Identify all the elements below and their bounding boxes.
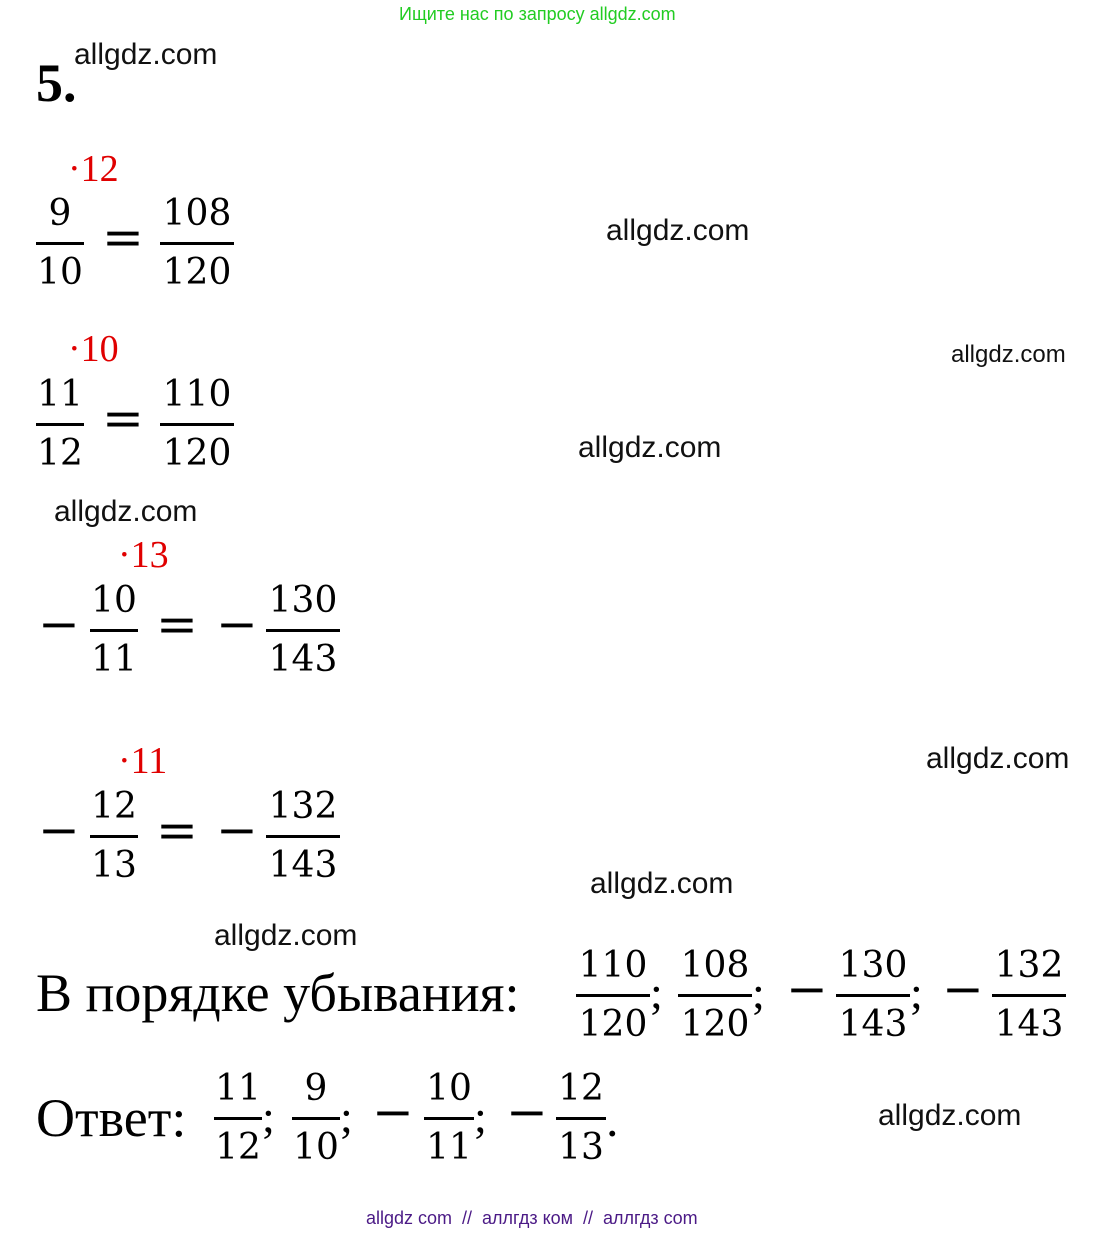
source-fraction (90, 786, 138, 886)
result-fraction (266, 580, 340, 680)
answer-fraction (556, 1068, 606, 1168)
multiplier-label (68, 330, 119, 368)
separator: ; (262, 1091, 275, 1142)
numerator: 130 (838, 945, 908, 986)
multiplier-value: 12 (80, 148, 119, 190)
numerator: 108 (162, 193, 232, 234)
denominator: 143 (838, 1004, 908, 1045)
numerator: 11 (37, 374, 83, 415)
separator: ; (340, 1091, 353, 1142)
denominator: 120 (162, 433, 232, 474)
result-fraction (160, 374, 234, 474)
minus-sign: − (216, 801, 258, 859)
minus-sign: − (506, 1083, 548, 1141)
denominator: 13 (558, 1127, 604, 1168)
denominator: 12 (37, 433, 83, 474)
numerator: 10 (91, 580, 137, 621)
equals-sign: = (156, 595, 198, 653)
descending-fraction (678, 945, 752, 1045)
numerator: 132 (994, 945, 1064, 986)
descending-fraction (836, 945, 910, 1045)
minus-sign: − (786, 960, 828, 1018)
denominator: 13 (91, 845, 137, 886)
descending-fraction (992, 945, 1066, 1045)
numerator: 130 (268, 580, 338, 621)
numerator: 12 (91, 786, 137, 827)
numerator: 9 (304, 1068, 328, 1109)
result-fraction (266, 786, 340, 886)
watermark: allgdz.com (878, 1099, 1022, 1132)
watermark: allgdz.com (578, 431, 722, 464)
numerator: 12 (558, 1068, 604, 1109)
descending-fraction (576, 945, 650, 1045)
denominator: 11 (91, 639, 137, 680)
top-banner: Ищите нас по запросу allgdz.com (399, 4, 676, 24)
separator: ; (910, 967, 923, 1018)
multiplier-value: 13 (130, 534, 169, 576)
final-period: . (606, 1091, 619, 1147)
multiplier-value: 10 (80, 328, 119, 370)
denominator: 12 (215, 1127, 261, 1168)
numerator: 110 (578, 945, 648, 986)
denominator: 120 (680, 1004, 750, 1045)
watermark: allgdz.com (74, 38, 218, 71)
denominator: 143 (994, 1004, 1064, 1045)
watermark: allgdz.com (54, 495, 198, 528)
descending-label: В порядке убывания: (36, 963, 520, 1023)
watermark: allgdz.com (590, 867, 734, 900)
result-fraction (160, 193, 234, 293)
separator: ; (474, 1091, 487, 1142)
numerator: 11 (215, 1068, 261, 1109)
source-fraction (36, 374, 84, 474)
equals-sign: = (102, 208, 144, 266)
watermark: allgdz.com (214, 919, 358, 952)
minus-sign: − (38, 801, 80, 859)
multiplier-value: 11 (130, 740, 168, 782)
minus-sign: − (372, 1083, 414, 1141)
separator: ; (650, 967, 663, 1018)
numerator: 9 (48, 193, 72, 234)
source-fraction (90, 580, 138, 680)
denominator: 10 (37, 252, 83, 293)
minus-sign: − (38, 595, 80, 653)
multiplier-label (118, 742, 167, 780)
footer-links[interactable]: allgdz com // аллгдз ком // аллгдз com (366, 1208, 698, 1228)
numerator: 10 (426, 1068, 472, 1109)
equals-sign: = (156, 801, 198, 859)
denominator: 143 (268, 845, 338, 886)
problem-number: 5. (36, 53, 77, 113)
denominator: 10 (293, 1127, 339, 1168)
multiplier-label (118, 536, 169, 574)
denominator: 120 (578, 1004, 648, 1045)
denominator: 143 (268, 639, 338, 680)
multiplication-dot: · (68, 328, 81, 370)
answer-fraction (292, 1068, 340, 1168)
watermark: allgdz.com (926, 742, 1070, 775)
minus-sign: − (942, 960, 984, 1018)
numerator: 110 (162, 374, 232, 415)
multiplier-label (68, 150, 119, 188)
equals-sign: = (102, 389, 144, 447)
multiplication-dot: · (118, 740, 131, 782)
multiplication-dot: · (68, 148, 81, 190)
denominator: 120 (162, 252, 232, 293)
watermark: allgdz.com (951, 341, 1066, 368)
answer-fraction (424, 1068, 474, 1168)
answer-fraction (214, 1068, 262, 1168)
numerator: 132 (268, 786, 338, 827)
separator: ; (752, 967, 765, 1018)
multiplication-dot: · (118, 534, 131, 576)
denominator: 11 (426, 1127, 472, 1168)
source-fraction (36, 193, 84, 293)
watermark: allgdz.com (606, 214, 750, 247)
answer-label: Ответ: (36, 1088, 187, 1148)
minus-sign: − (216, 595, 258, 653)
numerator: 108 (680, 945, 750, 986)
